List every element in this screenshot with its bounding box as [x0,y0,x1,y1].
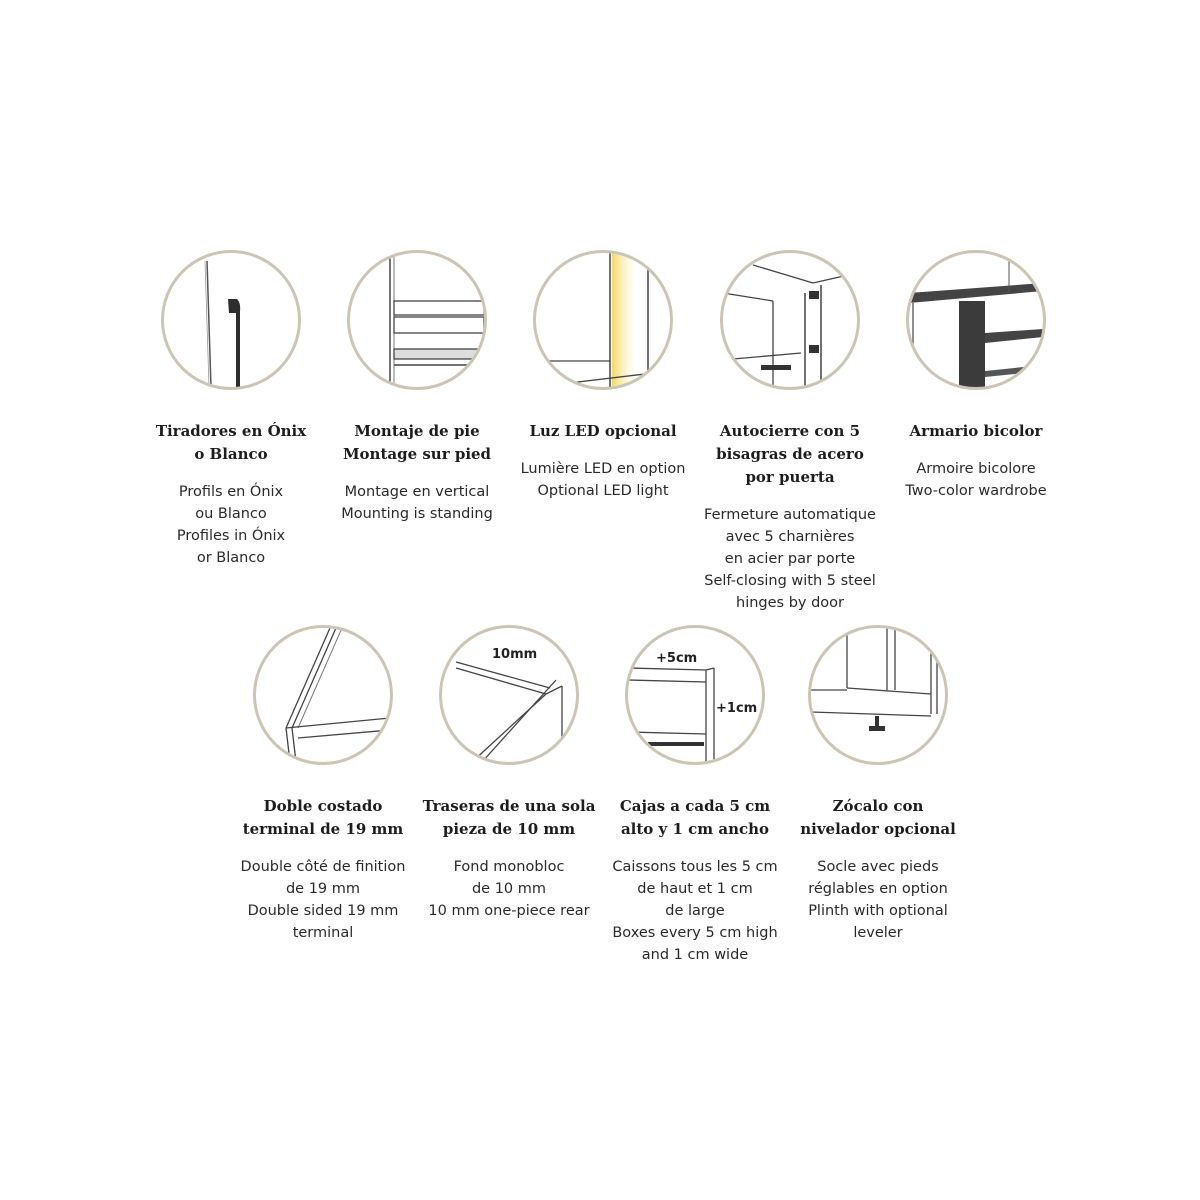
feature-title: Doble costado terminal de 19 mm [242,797,404,838]
feature-double-side [228,625,418,944]
feature-title: Armario bicolor [909,422,1043,440]
feature-description: Armoire bicolore Two-color wardrobe [905,461,1047,499]
plinth-leveler-icon [808,625,948,765]
feature-plinth [783,625,973,944]
feature-description: Fond monobloc de 10 mm 10 mm one-piece rear [428,859,590,919]
feature-title: Luz LED opcional [529,422,677,440]
one-piece-rear-icon [439,625,579,765]
feature-title: Traseras de una sola pieza de 10 mm [422,797,596,838]
feature-handles [136,250,326,569]
feature-description: Fermeture automatique avec 5 charnières en acier par porte Self-closing with 5 steel hinges by door [704,507,876,611]
standing-cabinet-icon [347,250,487,390]
feature-box-sizes [600,625,790,966]
feature-two-color [881,250,1071,502]
feature-title: Autocierre con 5 bisagras de acero por puerta [716,422,864,486]
feature-description: Lumière LED en option Optional LED light [520,461,686,499]
box-dimensions-icon [625,625,765,765]
feature-title: Cajas a cada 5 cm alto y 1 cm ancho [619,797,771,838]
width-step-label: +1cm [716,701,758,716]
feature-led [508,250,698,502]
handle-profile-icon [161,250,301,390]
feature-description: Caissons tous les 5 cm de haut et 1 cm de large Boxes every 5 cm high and 1 cm wide [612,859,778,963]
feature-one-piece-rear [414,625,604,922]
double-side-panel-icon [253,625,393,765]
led-light-icon [533,250,673,390]
feature-title: Zócalo con nivelador opcional [800,797,956,838]
dimension-label: 10mm [492,647,538,662]
height-step-label: +5cm [656,651,698,666]
two-color-wardrobe-icon [906,250,1046,390]
feature-description: Double côté de finition de 19 mm Double sided 19 mm terminal [240,859,406,941]
feature-description: Socle avec pieds réglables en option Plinth with optional leveler [808,859,948,941]
feature-description: Profils en Ónix ou Blanco Profiles in Ónix or Blanco [176,484,286,566]
feature-description: Montage en vertical Mounting is standing [341,484,493,522]
feature-title: Montaje de pie Montage sur pied [342,422,492,463]
hinges-icon [720,250,860,390]
feature-standing [322,250,512,525]
feature-title: Tiradores en Ónix o Blanco [155,422,307,463]
feature-hinges [695,250,885,614]
